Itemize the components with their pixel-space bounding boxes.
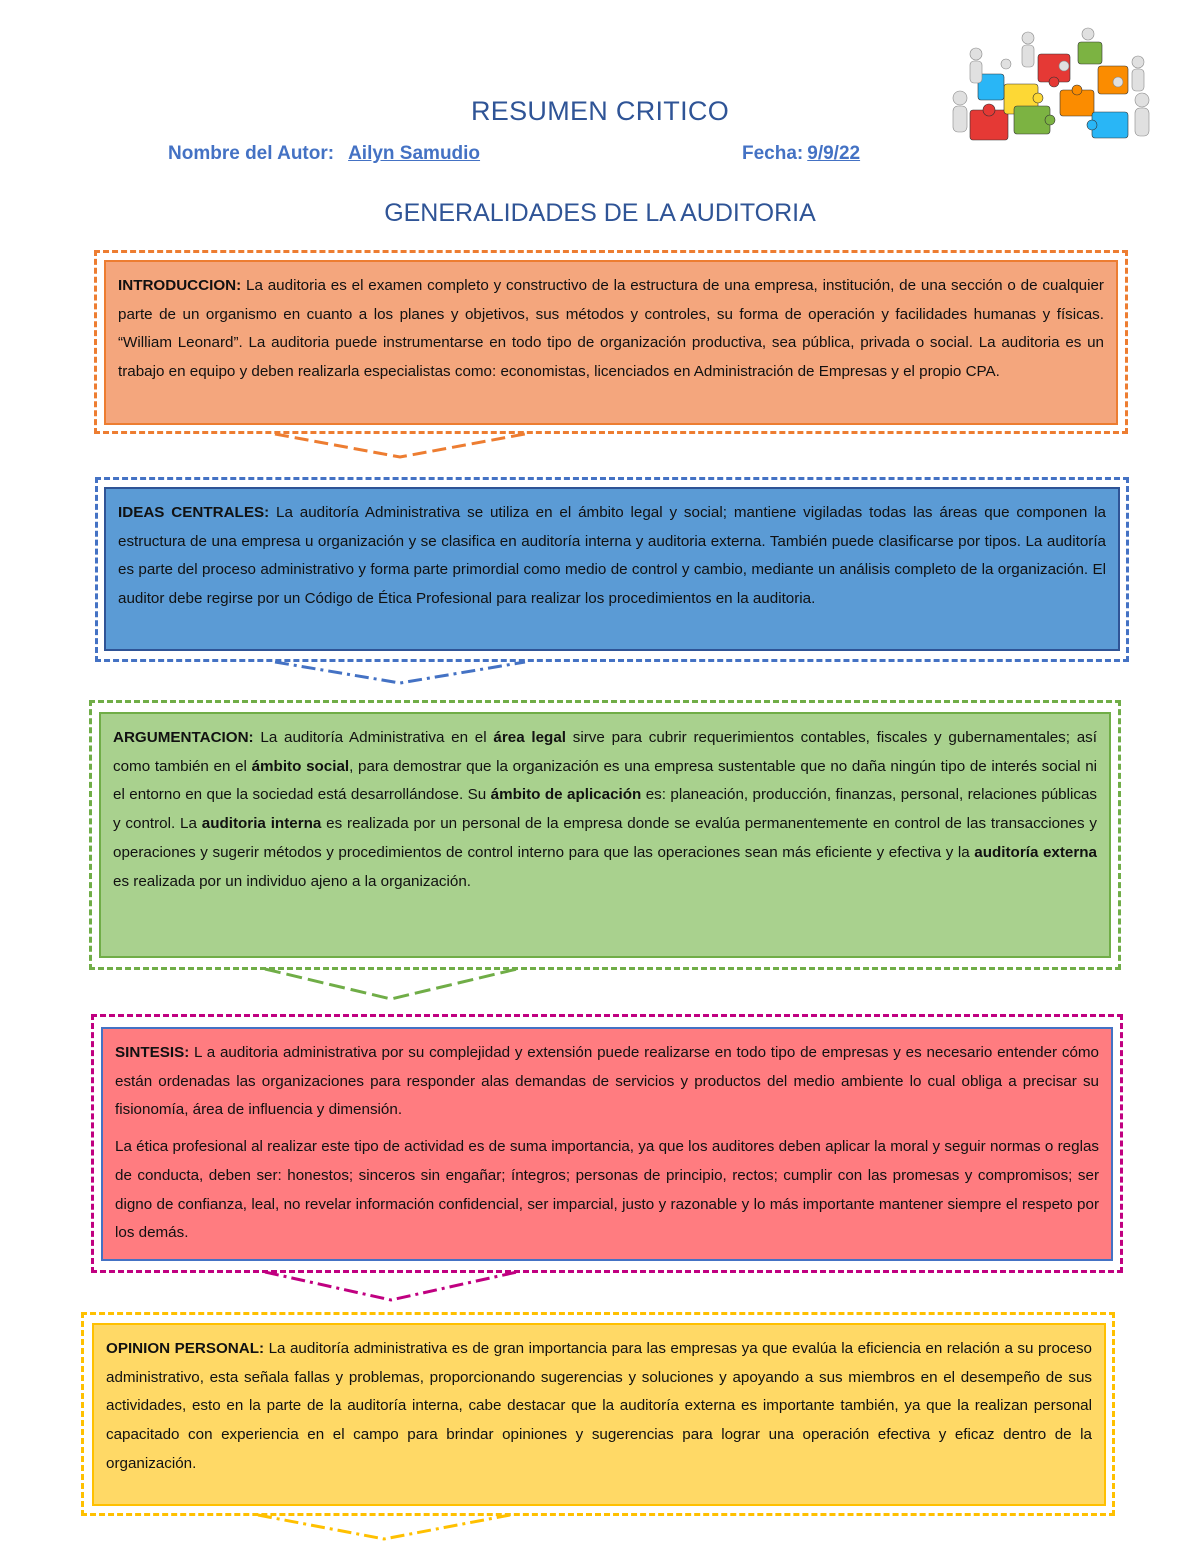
argumentacion-bold-auditoria-externa: auditoría externa (974, 843, 1097, 861)
page-title: RESUMEN CRITICO (470, 96, 729, 126)
argumentacion-text-6: es realizada por un individuo ajeno a la organización. (113, 872, 471, 890)
date-label: Fecha: (742, 143, 804, 164)
introduccion-text: La auditoria es el examen completo y constructivo de la estructura de una empresa, institución, de una sección o de cualquier parte de un organismo en cuanto a los planes y objetivos, sus métodos y controles, su forma de operación y facilidades humanas y físicas. “William Leonard”. La auditoria puede instrumentarse en todo tipo de organización productiva, sea pública, privada o social. La auditoria es un trabajo en equipo y deben realizarla especialistas como: economistas, licenciados en Administración de Empresas y el propio CPA. (118, 277, 1104, 381)
sintesis-paragraph-2: La ética profesional al realizar este tipo de actividad es de suma importancia, ya que los auditores deben aplicar la moral y seguir normas o reglas de conducta, deben ser: honestos; sinceros sin engañar; íntegros; personas de principio, rectos; cumplir con las promesas y compromisos; ser digno de confianza, leal, no revelar información confidencial, ser imparcial, justo y razonable y lo más importante mantener siempre el respeto por los demás. (115, 1138, 1099, 1242)
introduccion-label: INTRODUCCION: (118, 277, 242, 294)
argumentacion-bold-auditoria-interna: auditoria interna (201, 815, 322, 833)
introduccion-box (104, 260, 1118, 425)
argumentacion-text-1: La auditoría Administrativa en el (253, 729, 494, 746)
sintesis-paragraph-1: L a auditoria administrativa por su complejidad y extensión puede realizarse en todo tipo de empresas y es necesario entender cómo están ordenadas las organizaciones para responder alas demandas de servicios y productos del medio ambiente lo cual obliga a precisar su fisionomía, área de influencia y dimensión. (115, 1044, 1099, 1119)
author-label: Nombre del Autor: (168, 143, 335, 164)
author-row (168, 143, 480, 165)
ideas-centrales-arrow (275, 660, 535, 688)
argumentacion-text-4: es: planeación, producción, finanzas, personal, relaciones públicas y control. La (113, 786, 1097, 833)
argumentacion-arrow (265, 967, 527, 1003)
argumentacion-text-5: es realizada por un personal de la empresa donde se evalúa permanentemente en control de las transacciones y operaciones y sugerir métodos y procedimientos de control interno para que las operaciones sean más eficiente y efectiva y la (113, 815, 1097, 861)
opinion-text: La auditoría administrativa es de gran importancia para las empresas ya que evalúa la eficiencia en relación a su proceso administrativo, esta señala fallas y problemas, proporcionando sugerencias y soluciones y apoyando a sus miembros en el desempeño de sus actividades, esto en la parte de la auditoría interna, cabe destacar que la auditoría externa es importante también, ya que la realizan personal capacitado con experiencia en el campo para brindar opiniones y sugerencias para lograr una operación efectiva y eficaz dentro de la organización. (106, 1340, 1092, 1472)
argumentacion-bold-ambito-aplicacion: ámbito de aplicación (490, 786, 642, 804)
date-value: 9/9/22 (807, 143, 861, 164)
argumentacion-bold-ambito-social: ámbito social (251, 757, 350, 775)
date-row (742, 143, 860, 165)
author-value: Ailyn Samudio (348, 143, 481, 164)
sintesis-arrow (265, 1270, 527, 1304)
opinion-box (92, 1323, 1106, 1506)
ideas-centrales-box (104, 487, 1120, 651)
teamwork-puzzle-illustration (942, 26, 1158, 163)
argumentacion-box (99, 712, 1111, 958)
argumentacion-text-2: sirve para cubrir requerimientos contables, fiscales y gubernamentales; así como también en el (113, 729, 1097, 775)
opinion-arrow (258, 1513, 520, 1543)
ideas-centrales-text: La auditoría Administrativa se utiliza en el ámbito legal y social; mantiene vigiladas todas las áreas que componen la estructura de una empresa u organización y se clasifica en auditoría interna y auditoria externa. También puede clasificarse por tipos. La auditoría es parte del proceso administrativo y forma parte primordial como medio de control y cambio, mediante un análisis completo de la organización. El auditor debe regirse por un Código de Ética Profesional para realizar los procedimientos en la auditoria. (118, 504, 1106, 608)
ideas-centrales-label: IDEAS CENTRALES: (118, 504, 270, 521)
argumentacion-bold-area-legal: área legal (493, 729, 567, 746)
document-subtitle: GENERALIDADES DE LA AUDITORIA (384, 199, 816, 227)
argumentacion-text-3: , para demostrar que la organización es una empresa sustentable que no daña ningún tipo de interés social ni el entorno en que la sociedad está desarrollándose. Su (113, 757, 1098, 804)
opinion-label: OPINION PERSONAL: (106, 1340, 265, 1357)
argumentacion-label: ARGUMENTACION: (113, 729, 254, 746)
sintesis-label: SINTESIS: (115, 1044, 190, 1061)
introduccion-arrow (275, 432, 535, 462)
sintesis-box (101, 1027, 1113, 1261)
